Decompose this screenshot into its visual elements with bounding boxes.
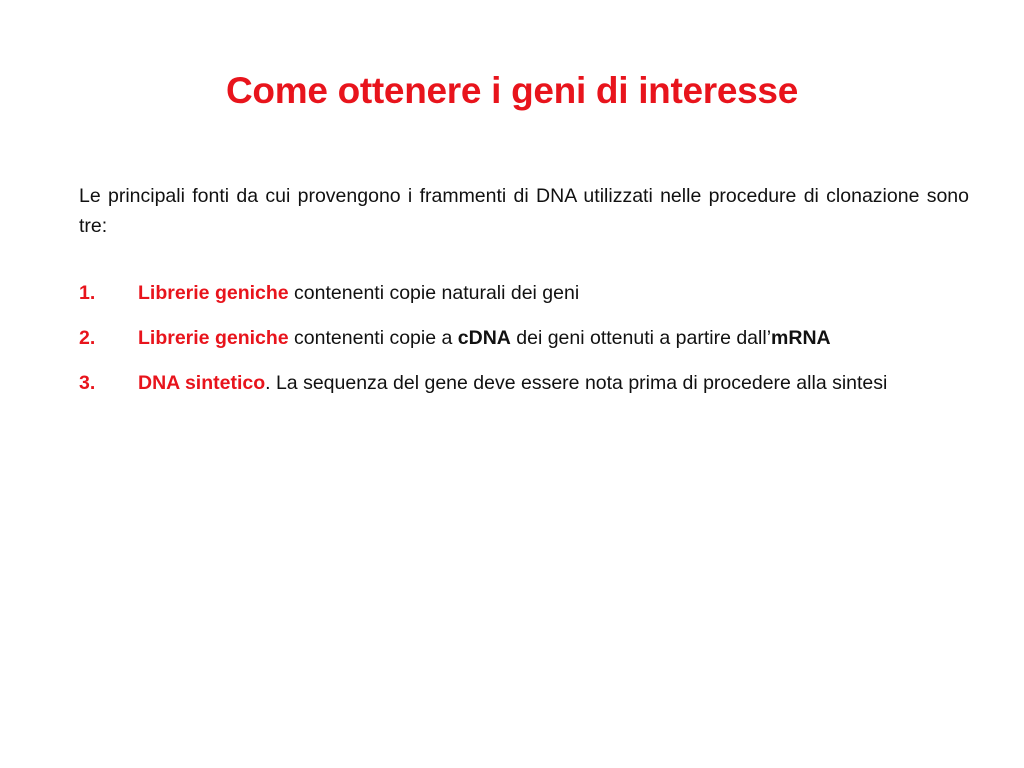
list-item-number: 3. (79, 372, 96, 394)
list-item (79, 368, 969, 398)
slide-title: Come ottenere i geni di interesse (226, 70, 798, 111)
list-item-body (138, 368, 969, 398)
intro-paragraph: Le principali fonti da cui provengono i frammenti di DNA utilizzati nelle procedure di clonazione sono tre: (79, 185, 969, 237)
list-item-text: contenenti copie a (288, 327, 458, 349)
list-item-body (138, 278, 969, 308)
list-item-term-cdna: cDNA (457, 327, 511, 349)
list-item (79, 278, 969, 308)
list-item-text: . La sequenza del gene deve essere nota prima di procedere alla sintesi (265, 372, 888, 394)
list-item-term-mrna: mRNA (771, 327, 831, 349)
list-item-highlight: DNA sintetico (138, 372, 266, 394)
list-item-highlight: Librerie geniche (138, 282, 289, 304)
list-item (79, 323, 969, 353)
list-item-text: dei geni ottenuti a partire dall’ (510, 327, 772, 349)
list-item-text: contenenti copie naturali dei geni (288, 282, 580, 304)
list-item-highlight: Librerie geniche (138, 327, 289, 349)
list-item-body (138, 323, 969, 353)
sources-list (79, 278, 969, 413)
list-item-number: 2. (79, 327, 96, 349)
list-item-number: 1. (79, 282, 96, 304)
